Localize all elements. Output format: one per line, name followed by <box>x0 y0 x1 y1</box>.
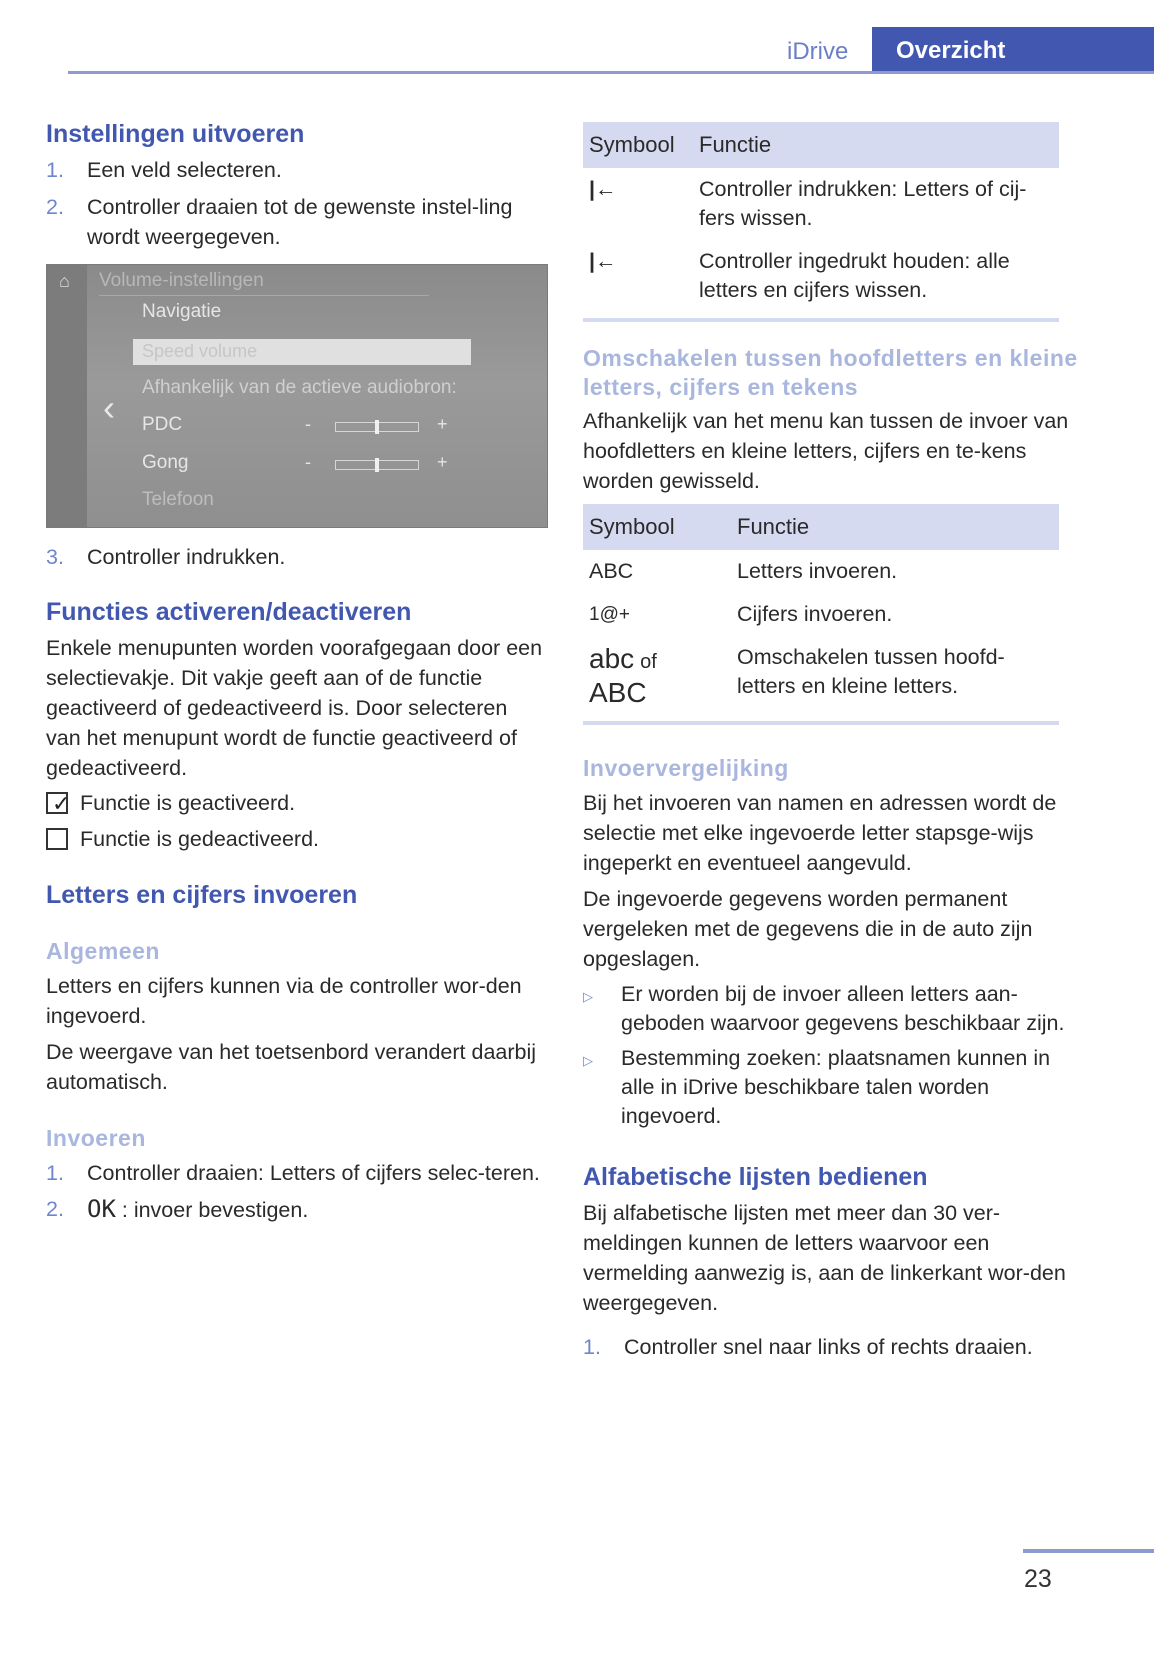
header-rule <box>68 71 1154 74</box>
algemeen-paragraph-2: De weergave van het toetsenbord verandert daarbij automatisch. <box>46 1040 537 1094</box>
screen-sidebar <box>47 265 87 527</box>
step-text: Controller snel naar links of rechts draaien. <box>624 1335 1033 1359</box>
bullet-text: Bestemming zoeken: plaatsnamen kunnen in alle in iDrive beschikbare talen worden ingevoerd. <box>621 1046 1051 1128</box>
ok-key-label: OK <box>87 1195 116 1223</box>
subheading-omschakelen: Omschakelen tussen hoofdletters en kleine letters, cijfers en tekens <box>583 345 1078 400</box>
gong-plus-label: + <box>437 452 448 472</box>
volume-settings-screenshot <box>46 264 548 528</box>
algemeen-paragraph-1: Letters en cijfers kunnen via de controller wor-den ingevoerd. <box>46 974 522 1028</box>
legend-checked-text: Functie is geactiveerd. <box>80 791 296 815</box>
abc-lowercase-symbol: abc <box>589 643 635 674</box>
step-text: Een veld selecteren. <box>87 158 282 182</box>
pdc-slider-handle <box>375 420 379 434</box>
header-tab-overzicht: Overzicht <box>872 27 1154 73</box>
legend-checked <box>46 785 546 821</box>
table-header-symbool: Symbool <box>583 504 731 550</box>
digits-symbol: 1@+ <box>589 604 630 625</box>
step-number: 2. <box>46 1197 64 1221</box>
table-header-row <box>583 504 1059 550</box>
heading-alfabetische-lijsten: Alfabetische lijsten bedienen <box>583 1163 928 1191</box>
subheading-invoeren: Invoeren <box>46 1125 146 1151</box>
step-item <box>46 192 546 252</box>
table-cell-function: Letters invoeren. <box>737 559 898 583</box>
step-text: Controller draaien: Letters of cijfers selec-teren. <box>87 1161 540 1185</box>
step-text <box>87 1194 546 1225</box>
step-item <box>46 1158 546 1188</box>
symbol-table-delete <box>583 122 1059 312</box>
subheading-algemeen: Algemeen <box>46 938 160 964</box>
table-row <box>583 636 1059 717</box>
gong-slider-handle <box>375 458 379 472</box>
table-cell-function: Cijfers invoeren. <box>737 602 893 626</box>
table-header-functie: Functie <box>731 504 1059 550</box>
alfabetische-paragraph: Bij alfabetische lijsten met meer dan 30 ver-meldingen kunnen de letters waarvoor een vermelding aanwezig is, aan de linkerkant wor-den weergegeven. <box>583 1201 1066 1315</box>
screen-title: Volume-instellingen <box>99 270 264 291</box>
step-number: 1. <box>46 158 64 182</box>
delete-all-symbol-icon: |← <box>589 249 617 273</box>
step-text: Controller draaien tot de gewenste instel-ling wordt weergegeven. <box>87 195 513 249</box>
home-icon: ⌂ <box>59 271 70 291</box>
subheading-invoervergelijking: Invoervergelijking <box>583 755 789 781</box>
bullet-triangle-icon: ▷ <box>583 1053 593 1068</box>
bullet-text: Er worden bij de invoer alleen letters aan-geboden waarvoor gegevens beschikbaar zijn. <box>621 982 1065 1035</box>
table-cell-function: Controller indrukken: Letters of cij-fers wissen. <box>699 177 1027 230</box>
case-toggle-symbol <box>583 636 731 717</box>
list-item <box>583 980 1083 1038</box>
legend-unchecked-text: Functie is gedeactiveerd. <box>80 827 320 851</box>
pdc-plus-label: + <box>437 414 448 434</box>
gong-slider <box>335 460 419 470</box>
step-text: Controller indrukken. <box>87 545 286 569</box>
step-number: 2. <box>46 195 64 219</box>
checkbox-unchecked-icon <box>46 828 68 850</box>
legend-unchecked <box>46 821 546 857</box>
step-item <box>583 1332 1083 1362</box>
step-item <box>46 542 546 572</box>
ok-step-text: : invoer bevestigen. <box>115 1198 309 1222</box>
symbol-table-input-mode <box>583 504 1059 717</box>
heading-functies-activeren: Functies activeren/deactiveren <box>46 598 412 626</box>
step-number: 1. <box>46 1161 64 1185</box>
heading-instellingen-uitvoeren: Instellingen uitvoeren <box>46 120 305 148</box>
delete-symbol-icon: |← <box>589 177 617 201</box>
table-row <box>583 593 1059 636</box>
table-header-symbool: Symbool <box>583 122 693 168</box>
bullet-triangle-icon: ▷ <box>583 989 593 1004</box>
step-item <box>46 1194 546 1225</box>
header-section-label: iDrive <box>787 38 849 65</box>
symbol-or-label: of <box>640 651 657 673</box>
page-number-rule <box>1023 1549 1154 1553</box>
step-number: 3. <box>46 545 64 569</box>
table-header-row <box>583 122 1059 168</box>
screen-row-pdc: PDC <box>142 414 183 435</box>
table-cell-function: Controller ingedrukt houden: alle letters en cijfers wissen. <box>699 249 1010 302</box>
pdc-slider <box>335 422 419 432</box>
step-item <box>46 155 546 185</box>
checkbox-checked-icon: ✓ <box>46 792 68 814</box>
screen-row-speed-volume: Speed volume <box>142 341 258 361</box>
omschakelen-paragraph: Afhankelijk van het menu kan tussen de invoer van hoofdletters en kleine letters, cijfers en te-kens worden gewisseld. <box>583 409 1069 493</box>
right-column <box>583 122 1083 1362</box>
left-column <box>46 120 546 1225</box>
invoervergelijking-paragraph-2: De ingevoerde gegevens worden permanent vergeleken met de gegevens die in de auto zijn opgeslagen. <box>583 887 1033 971</box>
table-row <box>583 550 1059 593</box>
screen-row-telefoon: Telefoon <box>142 489 214 510</box>
step-number: 1. <box>583 1335 601 1359</box>
abc-uppercase-symbol: ABC <box>589 559 634 583</box>
screen-row-audiobron: Afhankelijk van de actieve audiobron: <box>142 377 457 398</box>
table-cell-function: Omschakelen tussen hoofd-letters en kleine letters. <box>737 645 1005 698</box>
functies-paragraph: Enkele menupunten worden voorafgegaan door een selectievakje. Dit vakje geeft aan of de functie geactiveerd of gedeactiveerd is. Door selecteren van het menupunt wordt de functie geactiveerd of gedeactiveerd. <box>46 636 543 780</box>
table-header-functie: Functie <box>693 122 1059 168</box>
screen-title-rule <box>99 295 429 296</box>
gong-minus-label: - <box>305 452 311 472</box>
heading-letters-cijfers: Letters en cijfers invoeren <box>46 881 358 909</box>
chevron-left-icon: ‹ <box>103 387 115 428</box>
list-item <box>583 1044 1083 1131</box>
pdc-minus-label: - <box>305 414 311 434</box>
invoervergelijking-paragraph-1: Bij het invoeren van namen en adressen wordt de selectie met elke ingevoerde letter stapsge-wijs ingeperkt en eventueel aangevuld. <box>583 791 1057 875</box>
table-row <box>583 168 1059 240</box>
screen-row-navigatie: Navigatie <box>142 301 222 322</box>
screen-row-gong: Gong <box>142 452 189 473</box>
page-number: 23 <box>1024 1565 1052 1593</box>
abc-uppercase-symbol-2: ABC <box>589 677 647 708</box>
table-row <box>583 240 1059 312</box>
